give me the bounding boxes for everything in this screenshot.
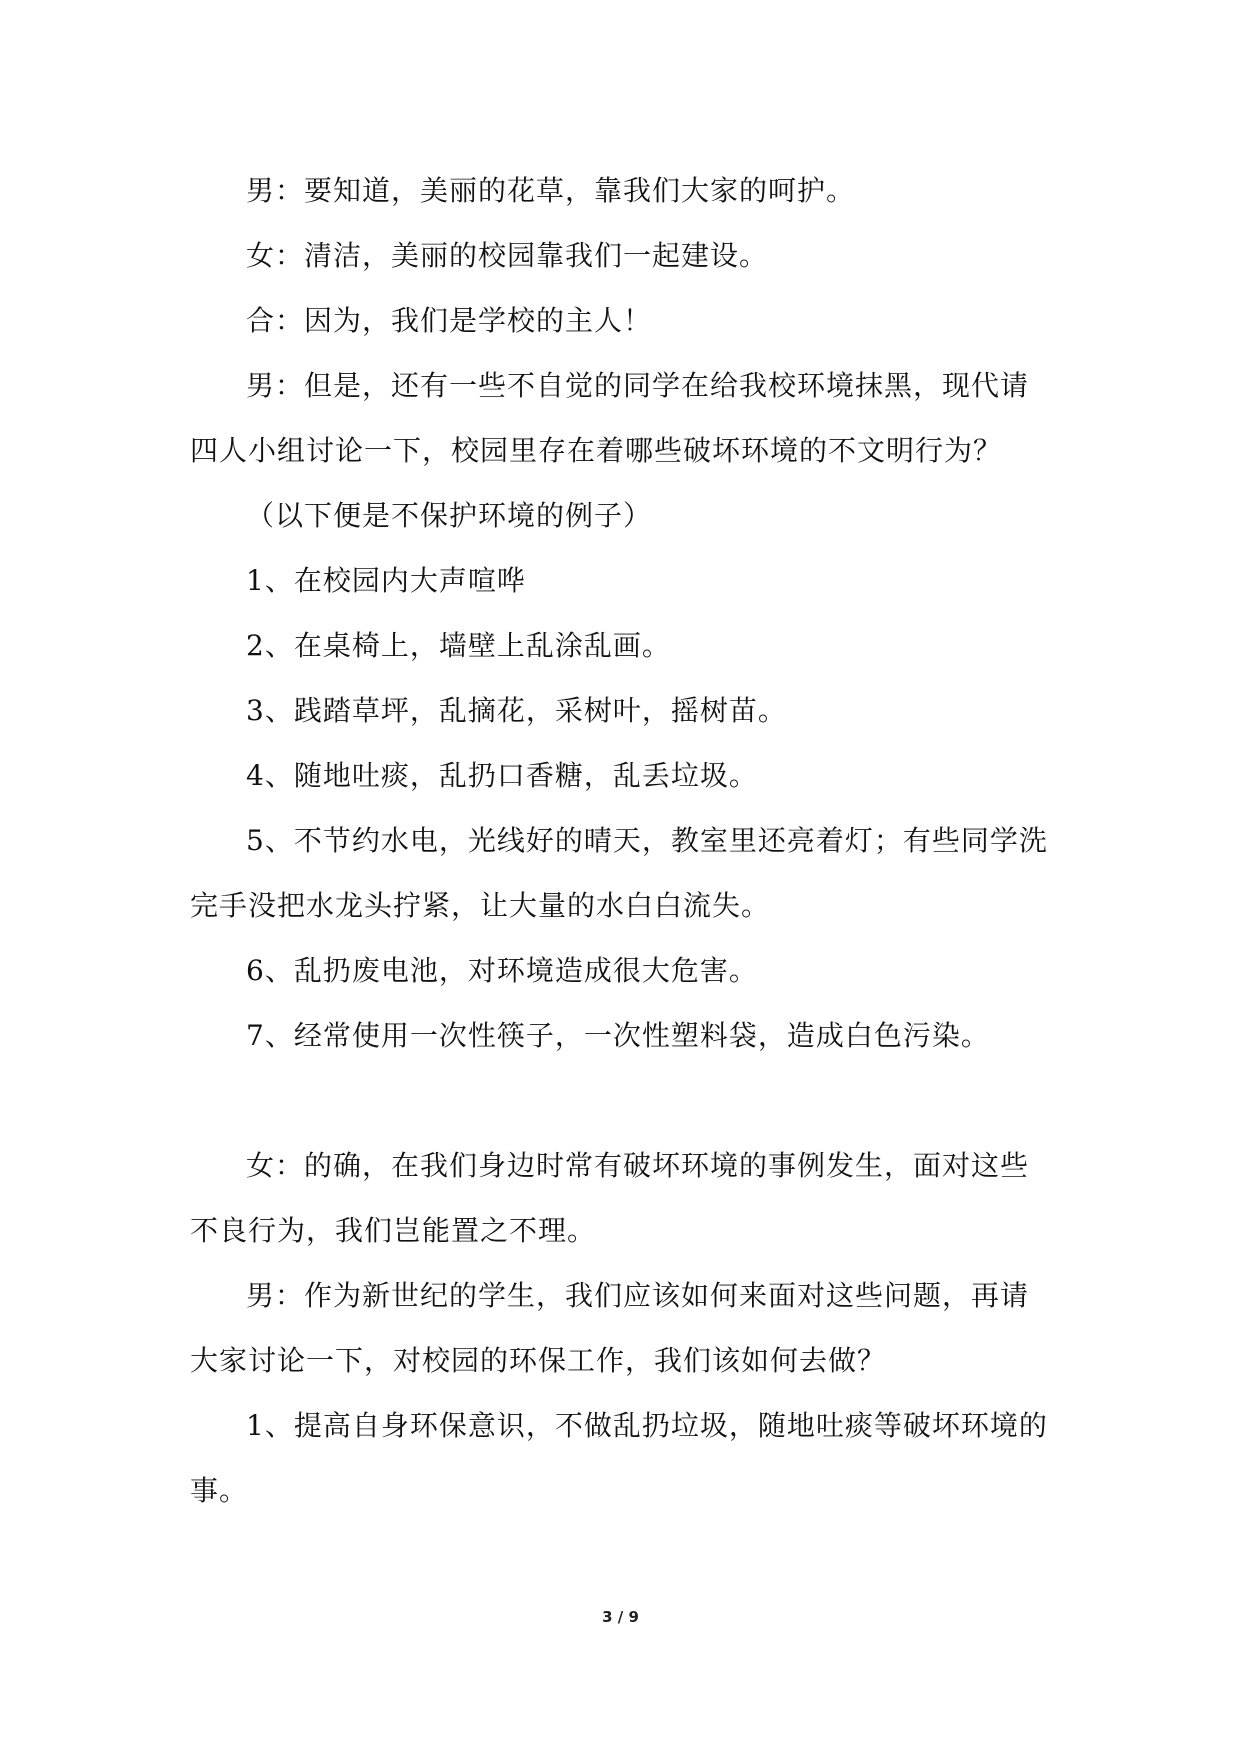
list-item-2: 2、在桌椅上，墙壁上乱涂乱画。 (246, 629, 671, 662)
paragraph-female-clean: 女：清洁，美丽的校园靠我们一起建设。 (246, 239, 769, 272)
paragraph-gap (190, 1068, 1050, 1133)
list-item-4: 4、随地吐痰，乱扔口香糖，乱丢垃圾。 (246, 759, 758, 792)
paragraph-female-response: 女：的确，在我们身边时常有破坏环境的事例发生，面对这些不良行为，我们岂能置之不理。 (190, 1149, 1030, 1247)
paragraph-male-discussion: 男：但是，还有一些不自觉的同学在给我校环境抹黑，现代请四人小组讨论一下，校园里存在着哪些破坏环境的不文明行为？ (190, 369, 1030, 467)
paragraph-together-owners: 合：因为，我们是学校的主人！ (246, 304, 653, 337)
list-item-3: 3、践踏草坪，乱摘花，采树叶，摇树苗。 (246, 694, 787, 727)
paragraph-examples-intro: （以下便是不保护环境的例子） (246, 499, 653, 532)
list-item-6: 6、乱扔废电池，对环境造成很大危害。 (246, 954, 758, 987)
body-text (190, 158, 1050, 1523)
answer-item-1: 1、提高自身环保意识，不做乱扔垃圾，随地吐痰等破坏环境的事。 (190, 1409, 1048, 1507)
list-item-1: 1、在校园内大声喧哗 (246, 564, 526, 597)
page-number: 3 / 9 (602, 1608, 639, 1626)
list-item-5: 5、不节约水电，光线好的晴天，教室里还亮着灯；有些同学洗完手没把水龙头拧紧，让大量的水白白流失。 (190, 824, 1048, 922)
paragraph-male-question: 男：作为新世纪的学生，我们应该如何来面对这些问题，再请大家讨论一下，对校园的环保工作，我们该如何去做？ (190, 1279, 1030, 1377)
list-item-7: 7、经常使用一次性筷子，一次性塑料袋，造成白色污染。 (246, 1019, 990, 1052)
paragraph-male-flowers: 男：要知道，美丽的花草，靠我们大家的呵护。 (246, 174, 856, 207)
